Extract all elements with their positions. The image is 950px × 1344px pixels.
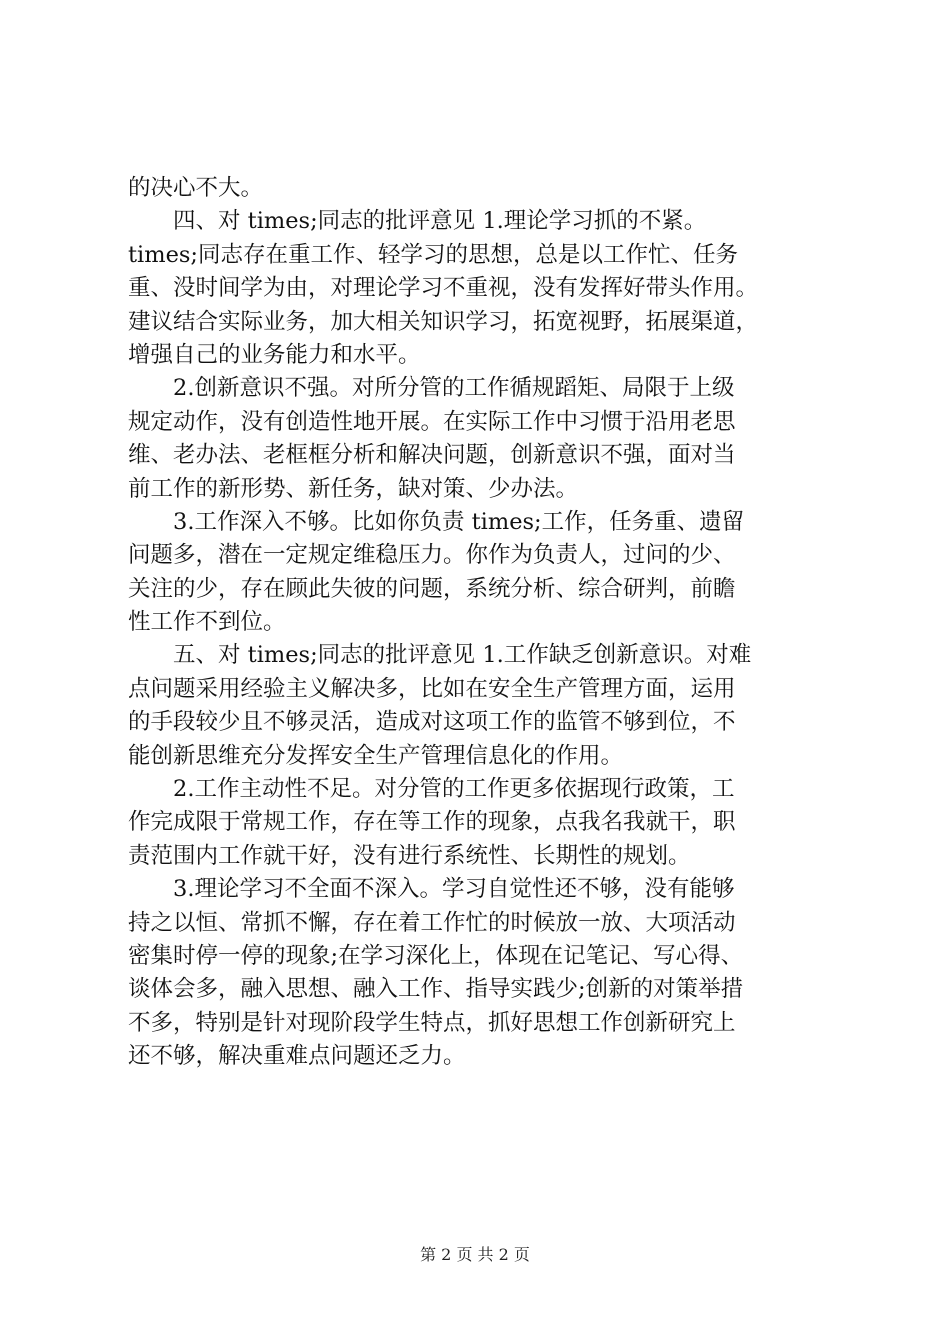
text-line: 五、对 times;同志的批评意见 1.工作缺乏创新意识。对难 <box>128 642 752 669</box>
text-line: 增强自己的业务能力和水平。 <box>128 341 421 368</box>
text-line: 点问题采用经验主义解决多，比如在安全生产管理方面，运用 <box>128 675 736 702</box>
text-line: 问题多，潜在一定规定维稳压力。你作为负责人，过问的少、 <box>128 542 736 569</box>
text-line: 密集时停一停的现象;在学习深化上，体现在记笔记、写心得、 <box>128 942 744 969</box>
text-line: 四、对 times;同志的批评意见 1.理论学习抓的不紧。 <box>128 208 707 235</box>
text-line: 不多，特别是针对现阶段学生特点，抓好思想工作创新研究上 <box>128 1009 736 1036</box>
text-line: 建议结合实际业务，加大相关知识学习，拓宽视野，拓展渠道， <box>128 308 759 335</box>
text-line: 规定动作，没有创造性地开展。在实际工作中习惯于沿用老思 <box>128 408 736 435</box>
page-footer <box>0 1244 950 1266</box>
text-line: 责范围内工作就干好，没有进行系统性、长期性的规划。 <box>128 842 691 869</box>
text-line: 持之以恒、常抓不懈，存在着工作忙的时候放一放、大项活动 <box>128 909 736 936</box>
text-line: 前工作的新形势、新任务，缺对策、少办法。 <box>128 475 579 502</box>
page-number-label: 第 2 页 共 2 页 <box>420 1245 530 1264</box>
document-body <box>128 172 850 1074</box>
text-line: 性工作不到位。 <box>128 609 286 636</box>
text-line: 能创新思维充分发挥安全生产管理信息化的作用。 <box>128 742 624 769</box>
text-line: 还不够，解决重难点问题还乏力。 <box>128 1043 466 1070</box>
text-line: 关注的少，存在顾此失彼的问题，系统分析、综合研判，前瞻 <box>128 575 736 602</box>
text-line: 2.创新意识不强。对所分管的工作循规蹈矩、局限于上级 <box>128 375 735 402</box>
text-line: 重、没时间学为由，对理论学习不重视，没有发挥好带头作用。 <box>128 275 759 302</box>
text-line: 的手段较少且不够灵活，造成对这项工作的监管不够到位，不 <box>128 709 736 736</box>
text-line: 3.工作深入不够。比如你负责 times;工作，任务重、遗留 <box>128 508 745 535</box>
text-line: 作完成限于常规工作，存在等工作的现象，点我名我就干，职 <box>128 809 736 836</box>
text-line: 3.理论学习不全面不深入。学习自觉性还不够，没有能够 <box>128 876 735 903</box>
text-line: times;同志存在重工作、轻学习的思想，总是以工作忙、任务 <box>128 241 739 268</box>
text-line: 2.工作主动性不足。对分管的工作更多依据现行政策，工 <box>128 776 735 803</box>
text-line: 维、老办法、老框框分析和解决问题，创新意识不强，面对当 <box>128 442 736 469</box>
text-line: 谈体会多，融入思想、融入工作、指导实践少;创新的对策举措 <box>128 976 744 1003</box>
text-line: 的决心不大。 <box>128 175 264 201</box>
